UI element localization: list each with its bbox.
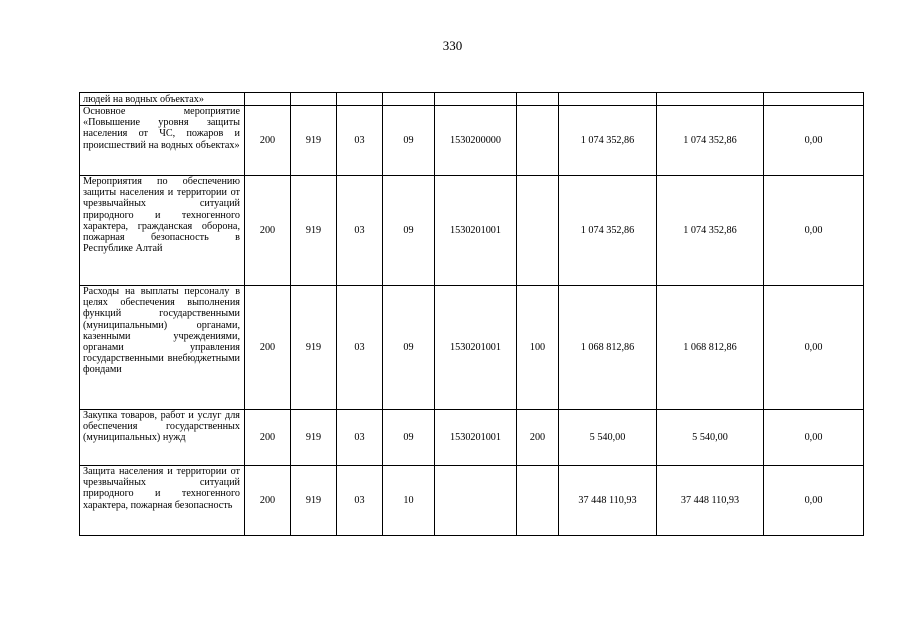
sum2-cell: 1 074 352,86 [657, 106, 764, 176]
sum3-cell: 0,00 [764, 410, 864, 466]
rz-cell: 03 [337, 106, 383, 176]
ved-cell: 919 [291, 176, 337, 286]
sum3-cell: 0,00 [764, 286, 864, 410]
vr-cell: 100 [517, 286, 559, 410]
csr-cell: 1530201001 [435, 286, 517, 410]
vr-cell [517, 466, 559, 536]
pr-cell: 09 [383, 106, 435, 176]
table-row [80, 410, 864, 466]
row-name-cell: людей на водных объектах» [80, 93, 245, 106]
rz-cell: 03 [337, 410, 383, 466]
ved-cell: 919 [291, 466, 337, 536]
ved-cell: 919 [291, 410, 337, 466]
rz-cell: 03 [337, 286, 383, 410]
sum3-cell [764, 93, 864, 106]
grbs-cell: 200 [245, 466, 291, 536]
sum1-cell: 37 448 110,93 [559, 466, 657, 536]
grbs-cell [245, 93, 291, 106]
pr-cell: 09 [383, 410, 435, 466]
table-row [80, 93, 864, 106]
ved-cell [291, 93, 337, 106]
row-name-cell: Расходы на выплаты персоналу в целях обеспечения выполнения функций государственными (муниципальными) органами, казенными учреждениями, органами управления государственными внебюджетными фондами [80, 286, 245, 410]
sum1-cell: 5 540,00 [559, 410, 657, 466]
vr-cell: 200 [517, 410, 559, 466]
pr-cell [383, 93, 435, 106]
sum2-cell [657, 93, 764, 106]
table-row [80, 466, 864, 536]
rz-cell: 03 [337, 466, 383, 536]
sum3-cell: 0,00 [764, 106, 864, 176]
sum3-cell: 0,00 [764, 466, 864, 536]
vr-cell [517, 93, 559, 106]
vr-cell [517, 176, 559, 286]
row-name-cell: Закупка товаров, работ и услуг для обеспечения государственных (муниципальных) нужд [80, 410, 245, 466]
pr-cell: 09 [383, 176, 435, 286]
pr-cell: 10 [383, 466, 435, 536]
grbs-cell: 200 [245, 176, 291, 286]
row-name-cell: Основное мероприятие «Повышение уровня защиты населения от ЧС, пожаров и происшествий на водных объектах» [80, 106, 245, 176]
grbs-cell: 200 [245, 286, 291, 410]
sum1-cell: 1 074 352,86 [559, 176, 657, 286]
sum2-cell: 1 074 352,86 [657, 176, 764, 286]
table-row [80, 176, 864, 286]
page-number: 330 [442, 38, 463, 53]
csr-cell: 1530201001 [435, 176, 517, 286]
table-row [80, 106, 864, 176]
grbs-cell: 200 [245, 106, 291, 176]
sum2-cell: 37 448 110,93 [657, 466, 764, 536]
grbs-cell: 200 [245, 410, 291, 466]
sum3-cell: 0,00 [764, 176, 864, 286]
budget-table [79, 92, 864, 536]
sum2-cell: 5 540,00 [657, 410, 764, 466]
ved-cell: 919 [291, 286, 337, 410]
row-name-cell: Мероприятия по обеспечению защиты населения и территории от чрезвычайных ситуаций природного и техногенного характера, гражданская оборона, пожарная безопасность в Республике Алтай [80, 176, 245, 286]
rz-cell [337, 93, 383, 106]
csr-cell [435, 466, 517, 536]
pr-cell: 09 [383, 286, 435, 410]
vr-cell [517, 106, 559, 176]
sum2-cell: 1 068 812,86 [657, 286, 764, 410]
rz-cell: 03 [337, 176, 383, 286]
csr-cell [435, 93, 517, 106]
csr-cell: 1530200000 [435, 106, 517, 176]
table-row [80, 286, 864, 410]
sum1-cell [559, 93, 657, 106]
sum1-cell: 1 068 812,86 [559, 286, 657, 410]
row-name-cell: Защита населения и территории от чрезвычайных ситуаций природного и техногенного характера, пожарная безопасность [80, 466, 245, 536]
ved-cell: 919 [291, 106, 337, 176]
sum1-cell: 1 074 352,86 [559, 106, 657, 176]
csr-cell: 1530201001 [435, 410, 517, 466]
